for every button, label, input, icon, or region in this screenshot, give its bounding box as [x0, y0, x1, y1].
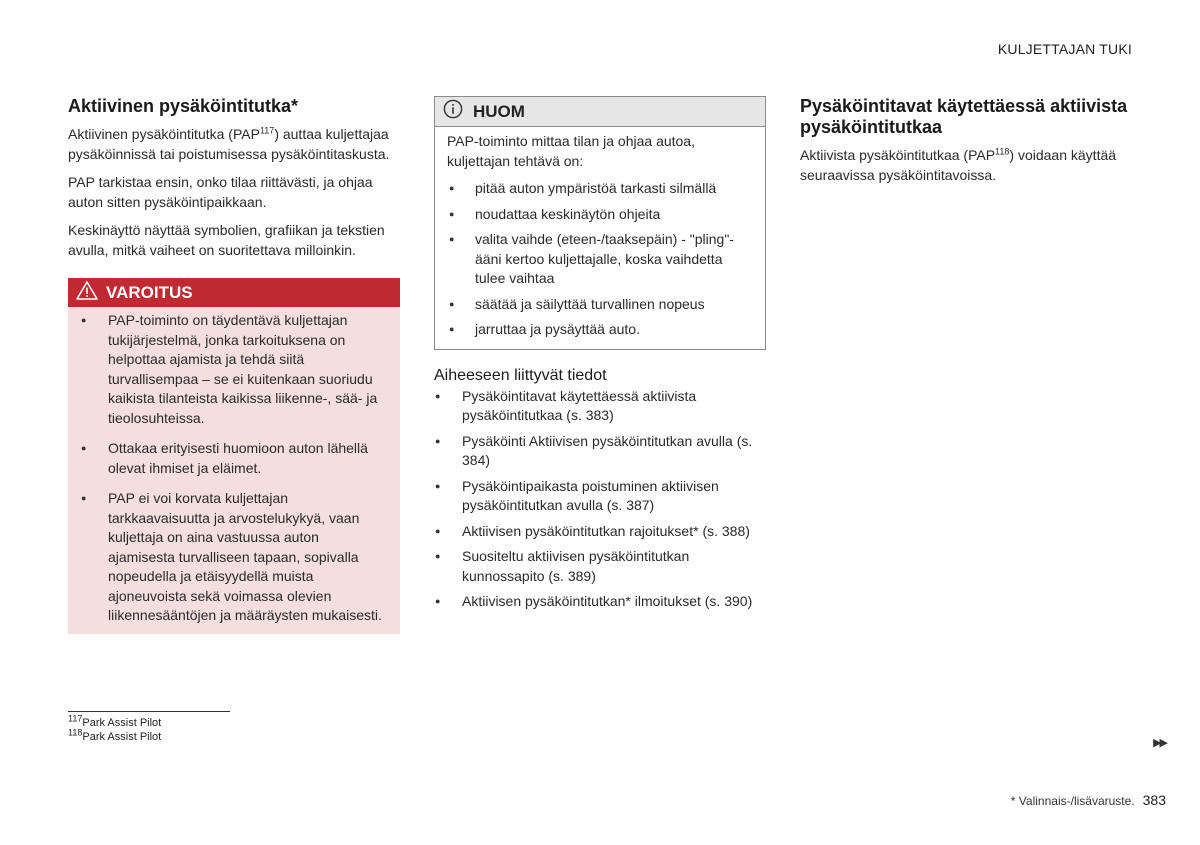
- related-link[interactable]: ● Suositeltu aktiivisen pysäköintitutkan kunnossapito (s. 389): [462, 547, 766, 586]
- note-intro: PAP-toiminto mittaa tilan ja ohjaa autoa, kuljettajan tehtävä on:: [447, 133, 695, 169]
- list-item: ● jarruttaa ja pysäyttää auto.: [475, 320, 753, 340]
- warning-header: [68, 278, 400, 307]
- info-icon: [443, 99, 463, 124]
- note-body: [435, 127, 765, 340]
- page-footer: [1011, 792, 1166, 808]
- column-right: [800, 96, 1132, 194]
- paragraph: PAP tarkistaa ensin, onko tilaa riittävästi, ja ohjaa auton sitten pysäköintipaikkaan.: [68, 174, 373, 210]
- note-title: HUOM: [473, 101, 525, 121]
- warning-box: [68, 278, 400, 634]
- section-header: KULJETTAJAN TUKI: [997, 41, 1132, 57]
- footnote: $^{118}$Park Assist Pilot: [68, 727, 162, 743]
- column-middle: [434, 96, 766, 618]
- warning-list: [68, 307, 400, 626]
- note-header: [435, 97, 765, 127]
- footnote-ref[interactable]: 118: [995, 146, 1010, 157]
- related-link[interactable]: ● Aktiivisen pysäköintitutkan rajoitukset* (s. 388): [462, 522, 766, 542]
- note-list: [447, 179, 753, 340]
- list-item: ● PAP-toiminto on täydentävä kuljettajan tukijärjestelmä, jonka tarkoituksena on helpottaa ajamista ja tehdä siitä turvallisempaa – se ei kuitenkaan suoriudu kaikista tilanteista kaikissa liikenne-, sää- ja tieolosuhteissa.: [108, 311, 388, 428]
- related-link[interactable]: ● Pysäköintipaikasta poistuminen aktiivisen pysäköintitutkan avulla (s. 387): [462, 477, 766, 516]
- related-link[interactable]: ● Pysäköinti Aktiivisen pysäköintitutkan avulla (s. 384): [462, 432, 766, 471]
- list-item: ● Ottakaa erityisesti huomioon auton lähellä olevat ihmiset ja eläimet.: [108, 439, 388, 478]
- column-left: [68, 96, 400, 634]
- intro-paragraph: Aktiivinen pysäköintitutka (PAP$^{117}$) auttaa kuljettajaa pysäköinnissä tai poistumisessa pysäköintitaskusta.: [68, 125, 390, 162]
- footnote: $^{117}$Park Assist Pilot: [68, 713, 162, 729]
- related-link[interactable]: ● Pysäköintitavat käytettäessä aktiivista pysäköintitutkaa (s. 383): [462, 387, 766, 426]
- continue-arrows-icon: ▶▶: [1153, 737, 1166, 749]
- page-number: 383: [1142, 792, 1166, 808]
- note-box: [434, 96, 766, 350]
- related-link[interactable]: ● Aktiivisen pysäköintitutkan* ilmoitukset (s. 390): [462, 592, 766, 612]
- section-heading: Pysäköintitavat käytettäessä aktiivista pysäköintitutkaa: [800, 96, 1128, 137]
- warning-title: VAROITUS: [106, 282, 193, 302]
- footnotes: [68, 711, 230, 744]
- related-list: [434, 387, 766, 612]
- paragraph: Keskinäyttö näyttää symbolien, grafiikan ja tekstien avulla, mitkä vaiheet on suoritettava milloinkin.: [68, 222, 385, 258]
- warning-triangle-icon: [76, 281, 98, 305]
- list-item: ● valita vaihde (eteen-/taaksepäin) - "pling"-ääni kertoo kuljettajalle, koska vaihdetta tulee vaihtaa: [475, 230, 753, 289]
- list-item: ● pitää auton ympäristöä tarkasti silmällä: [475, 179, 753, 199]
- related-heading: Aiheeseen liittyvät tiedot: [434, 366, 607, 384]
- footnote-ref[interactable]: 117: [259, 125, 275, 136]
- list-item: ● PAP ei voi korvata kuljettajan tarkkaavaisuutta ja arvostelukykyä, vaan kuljettaja on aina vastuussa auton ajamisesta turvalliseen tapaan, sopivalla nopeudella ja etäisyydellä muista ajoneuvoista sekä voimassa olevien liikennesääntöjen ja määräysten mukaisesti.: [108, 489, 388, 626]
- optional-equipment-note: * Valinnais-/lisävaruste.: [1010, 794, 1135, 808]
- section-heading: Aktiivinen pysäköintitutka*: [68, 96, 299, 116]
- list-item: ● noudattaa keskinäytön ohjeita: [475, 205, 753, 225]
- list-item: ● säätää ja säilyttää turvallinen nopeus: [475, 295, 753, 315]
- paragraph: Aktiivista pysäköintitutkaa (PAP$^{118}$) voidaan käyttää seuraavissa pysäköintitavoissa.: [800, 146, 1117, 183]
